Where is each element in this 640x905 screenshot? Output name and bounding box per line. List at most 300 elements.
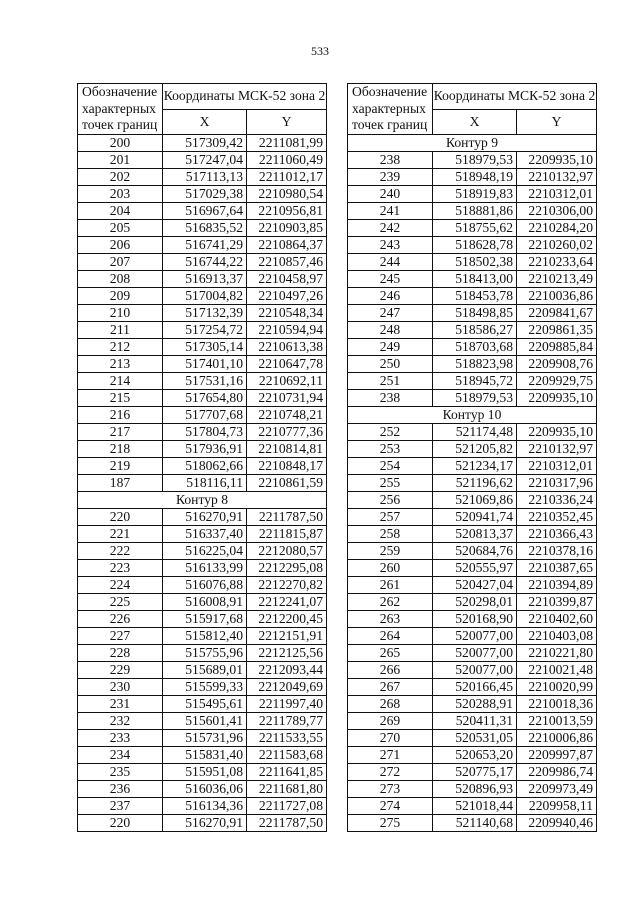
- x-coordinate-cell: 516337,40: [163, 525, 247, 542]
- y-coordinate-cell: 2210006,86: [517, 729, 597, 746]
- y-coordinate-cell: 2212151,91: [247, 627, 327, 644]
- y-coordinate-cell: 2209929,75: [517, 372, 597, 389]
- x-coordinate-cell: 521234,17: [433, 457, 517, 474]
- point-id-cell: 213: [78, 355, 163, 372]
- y-coordinate-cell: 2211583,68: [247, 746, 327, 763]
- table-row: [348, 185, 597, 202]
- x-coordinate-cell: 520531,05: [433, 729, 517, 746]
- table-row: [78, 219, 327, 236]
- point-id-cell: 212: [78, 338, 163, 355]
- y-coordinate-cell: 2212241,07: [247, 593, 327, 610]
- y-coordinate-cell: 2211815,87: [247, 525, 327, 542]
- point-id-cell: 235: [78, 763, 163, 780]
- x-coordinate-cell: 518116,11: [163, 474, 247, 491]
- x-coordinate-cell: 515601,41: [163, 712, 247, 729]
- point-id-cell: 233: [78, 729, 163, 746]
- x-coordinate-cell: 521196,62: [433, 474, 517, 491]
- x-coordinate-cell: 520166,45: [433, 678, 517, 695]
- y-coordinate-cell: 2210021,48: [517, 661, 597, 678]
- point-id-cell: 216: [78, 406, 163, 423]
- point-id-cell: 255: [348, 474, 433, 491]
- table-row: [348, 457, 597, 474]
- y-coordinate-cell: 2209997,87: [517, 746, 597, 763]
- point-id-cell: 246: [348, 287, 433, 304]
- x-coordinate-cell: 520653,20: [433, 746, 517, 763]
- point-id-cell: 214: [78, 372, 163, 389]
- point-id-cell: 273: [348, 780, 433, 797]
- contour-section-row: [348, 134, 597, 151]
- point-id-cell: 226: [78, 610, 163, 627]
- x-coordinate-cell: 518979,53: [433, 389, 517, 406]
- y-coordinate-cell: 2210956,81: [247, 202, 327, 219]
- table-row: [348, 593, 597, 610]
- point-id-cell: 203: [78, 185, 163, 202]
- x-coordinate-cell: 516133,99: [163, 559, 247, 576]
- table-row: [348, 202, 597, 219]
- table-row: [348, 525, 597, 542]
- point-id-cell: 240: [348, 185, 433, 202]
- x-header: X: [433, 109, 517, 134]
- table-row: [78, 321, 327, 338]
- point-id-cell: 263: [348, 610, 433, 627]
- table-row: [78, 695, 327, 712]
- point-id-cell: 218: [78, 440, 163, 457]
- y-coordinate-cell: 2210378,16: [517, 542, 597, 559]
- y-coordinate-cell: 2210020,99: [517, 678, 597, 695]
- table-row: [78, 508, 327, 525]
- contour-section-row: [348, 406, 597, 423]
- y-coordinate-cell: 2210548,34: [247, 304, 327, 321]
- y-coordinate-cell: 2210731,94: [247, 389, 327, 406]
- point-id-cell: 209: [78, 287, 163, 304]
- y-coordinate-cell: 2210399,87: [517, 593, 597, 610]
- y-coordinate-cell: 2211641,85: [247, 763, 327, 780]
- table-row: [348, 797, 597, 814]
- point-id-cell: 222: [78, 542, 163, 559]
- point-id-cell: 187: [78, 474, 163, 491]
- x-coordinate-cell: 515951,08: [163, 763, 247, 780]
- table-row: [348, 712, 597, 729]
- point-id-cell: 207: [78, 253, 163, 270]
- y-coordinate-cell: 2210814,81: [247, 440, 327, 457]
- table-row: [78, 168, 327, 185]
- x-coordinate-cell: 520555,97: [433, 559, 517, 576]
- point-id-cell: 220: [78, 508, 163, 525]
- x-coordinate-cell: 518945,72: [433, 372, 517, 389]
- point-id-cell: 208: [78, 270, 163, 287]
- x-coordinate-cell: 518703,68: [433, 338, 517, 355]
- point-id-cell: 270: [348, 729, 433, 746]
- point-designation-header: Обозначение характерных точек границ: [348, 84, 433, 135]
- table-row: [78, 746, 327, 763]
- x-coordinate-cell: 516270,91: [163, 814, 247, 831]
- x-coordinate-cell: 521018,44: [433, 797, 517, 814]
- y-coordinate-cell: 2209861,35: [517, 321, 597, 338]
- point-id-cell: 238: [348, 389, 433, 406]
- x-coordinate-cell: 516036,06: [163, 780, 247, 797]
- x-coordinate-cell: 516744,22: [163, 253, 247, 270]
- x-coordinate-cell: 515495,61: [163, 695, 247, 712]
- x-coordinate-cell: 517401,10: [163, 355, 247, 372]
- y-coordinate-cell: 2210312,01: [517, 457, 597, 474]
- table-row: [78, 763, 327, 780]
- table-row: [78, 202, 327, 219]
- table-row: [348, 627, 597, 644]
- x-coordinate-cell: 517936,91: [163, 440, 247, 457]
- y-coordinate-cell: 2212080,57: [247, 542, 327, 559]
- table-row: [78, 542, 327, 559]
- point-id-cell: 268: [348, 695, 433, 712]
- x-coordinate-cell: 515812,40: [163, 627, 247, 644]
- point-id-cell: 223: [78, 559, 163, 576]
- table-row: [78, 355, 327, 372]
- point-id-cell: 200: [78, 134, 163, 151]
- x-coordinate-cell: 521205,82: [433, 440, 517, 457]
- table-row: [348, 542, 597, 559]
- x-coordinate-cell: 517707,68: [163, 406, 247, 423]
- point-id-cell: 261: [348, 576, 433, 593]
- table-row: [78, 593, 327, 610]
- y-coordinate-cell: 2211787,50: [247, 508, 327, 525]
- point-id-cell: 229: [78, 661, 163, 678]
- left-coordinates-table: [77, 83, 327, 832]
- y-coordinate-cell: 2210018,36: [517, 695, 597, 712]
- table-row: [348, 338, 597, 355]
- point-id-cell: 250: [348, 355, 433, 372]
- x-coordinate-cell: 518628,78: [433, 236, 517, 253]
- x-coordinate-cell: 517305,14: [163, 338, 247, 355]
- table-row: [78, 729, 327, 746]
- y-coordinate-cell: 2210284,20: [517, 219, 597, 236]
- table-row: [348, 253, 597, 270]
- x-coordinate-cell: 516008,91: [163, 593, 247, 610]
- x-coordinate-cell: 518453,78: [433, 287, 517, 304]
- y-coordinate-cell: 2212295,08: [247, 559, 327, 576]
- x-coordinate-cell: 521140,68: [433, 814, 517, 831]
- point-id-cell: 247: [348, 304, 433, 321]
- point-id-cell: 253: [348, 440, 433, 457]
- x-coordinate-cell: 521069,86: [433, 491, 517, 508]
- point-id-cell: 257: [348, 508, 433, 525]
- page-number: 533: [311, 44, 329, 58]
- y-coordinate-cell: 2210260,02: [517, 236, 597, 253]
- table-row: [78, 661, 327, 678]
- y-coordinate-cell: 2211533,55: [247, 729, 327, 746]
- y-coordinate-cell: 2209935,10: [517, 151, 597, 168]
- table-row: [78, 457, 327, 474]
- x-coordinate-cell: 520813,37: [433, 525, 517, 542]
- contour-section-row: [78, 491, 327, 508]
- x-coordinate-cell: 517004,82: [163, 287, 247, 304]
- point-id-cell: 231: [78, 695, 163, 712]
- y-coordinate-cell: 2210748,21: [247, 406, 327, 423]
- x-coordinate-cell: 518755,62: [433, 219, 517, 236]
- y-coordinate-cell: 2210903,85: [247, 219, 327, 236]
- y-coordinate-cell: 2210402,60: [517, 610, 597, 627]
- y-coordinate-cell: 2210352,45: [517, 508, 597, 525]
- x-coordinate-cell: 518586,27: [433, 321, 517, 338]
- point-id-cell: 220: [78, 814, 163, 831]
- y-coordinate-cell: 2210233,64: [517, 253, 597, 270]
- left-table-body: [78, 134, 327, 831]
- table-row: [348, 814, 597, 831]
- y-coordinate-cell: 2211997,40: [247, 695, 327, 712]
- table-row: [78, 338, 327, 355]
- contour-label: Контур 10: [348, 406, 597, 423]
- y-coordinate-cell: 2209885,84: [517, 338, 597, 355]
- table-row: [78, 253, 327, 270]
- table-row: [78, 185, 327, 202]
- x-coordinate-cell: 517247,04: [163, 151, 247, 168]
- table-row: [348, 644, 597, 661]
- table-row: [348, 236, 597, 253]
- table-row: [348, 678, 597, 695]
- y-coordinate-cell: 2210497,26: [247, 287, 327, 304]
- table-row: [348, 780, 597, 797]
- x-coordinate-cell: 517804,73: [163, 423, 247, 440]
- table-row: [348, 474, 597, 491]
- y-coordinate-cell: 2212093,44: [247, 661, 327, 678]
- x-header: X: [163, 109, 247, 134]
- contour-label: Контур 8: [78, 491, 327, 508]
- table-row: [348, 355, 597, 372]
- y-coordinate-cell: 2209940,46: [517, 814, 597, 831]
- x-coordinate-cell: 518881,86: [433, 202, 517, 219]
- table-row: [348, 440, 597, 457]
- x-coordinate-cell: 520288,91: [433, 695, 517, 712]
- x-coordinate-cell: 518413,00: [433, 270, 517, 287]
- point-id-cell: 205: [78, 219, 163, 236]
- point-id-cell: 236: [78, 780, 163, 797]
- y-coordinate-cell: 2212270,82: [247, 576, 327, 593]
- y-coordinate-cell: 2211727,08: [247, 797, 327, 814]
- point-id-cell: 219: [78, 457, 163, 474]
- point-id-cell: 244: [348, 253, 433, 270]
- point-id-cell: 266: [348, 661, 433, 678]
- point-id-cell: 210: [78, 304, 163, 321]
- point-id-cell: 241: [348, 202, 433, 219]
- table-row: [348, 508, 597, 525]
- table-row: [78, 525, 327, 542]
- point-id-cell: 206: [78, 236, 163, 253]
- y-coordinate-cell: 2210777,36: [247, 423, 327, 440]
- table-row: [78, 151, 327, 168]
- coordinates-header: Координаты МСК-52 зона 2: [433, 84, 597, 110]
- x-coordinate-cell: 516270,91: [163, 508, 247, 525]
- y-header: Y: [517, 109, 597, 134]
- table-row: [78, 236, 327, 253]
- point-id-cell: 204: [78, 202, 163, 219]
- table-row: [348, 610, 597, 627]
- y-coordinate-cell: 2210312,01: [517, 185, 597, 202]
- table-row: [348, 219, 597, 236]
- y-coordinate-cell: 2209958,11: [517, 797, 597, 814]
- x-coordinate-cell: 517113,13: [163, 168, 247, 185]
- table-row: [78, 389, 327, 406]
- point-id-cell: 260: [348, 559, 433, 576]
- x-coordinate-cell: 518502,38: [433, 253, 517, 270]
- table-row: [348, 661, 597, 678]
- table-row: [78, 372, 327, 389]
- point-id-cell: 238: [348, 151, 433, 168]
- y-coordinate-cell: 2210132,97: [517, 440, 597, 457]
- x-coordinate-cell: 515755,96: [163, 644, 247, 661]
- y-coordinate-cell: 2211789,77: [247, 712, 327, 729]
- table-row: [78, 304, 327, 321]
- point-id-cell: 264: [348, 627, 433, 644]
- point-id-cell: 251: [348, 372, 433, 389]
- table-row: [348, 270, 597, 287]
- table-row: [78, 814, 327, 831]
- x-coordinate-cell: 515731,96: [163, 729, 247, 746]
- point-id-cell: 248: [348, 321, 433, 338]
- table-row: [78, 797, 327, 814]
- y-coordinate-cell: 2209986,74: [517, 763, 597, 780]
- y-coordinate-cell: 2209935,10: [517, 423, 597, 440]
- table-row: [348, 695, 597, 712]
- table-row: [348, 423, 597, 440]
- x-coordinate-cell: 520684,76: [433, 542, 517, 559]
- y-coordinate-cell: 2211081,99: [247, 134, 327, 151]
- y-coordinate-cell: 2211060,49: [247, 151, 327, 168]
- table-row: [78, 270, 327, 287]
- point-id-cell: 259: [348, 542, 433, 559]
- y-coordinate-cell: 2210864,37: [247, 236, 327, 253]
- table-row: [78, 406, 327, 423]
- y-coordinate-cell: 2212049,69: [247, 678, 327, 695]
- point-id-cell: 227: [78, 627, 163, 644]
- point-id-cell: 267: [348, 678, 433, 695]
- table-row: [348, 168, 597, 185]
- x-coordinate-cell: 517254,72: [163, 321, 247, 338]
- y-coordinate-cell: 2210306,00: [517, 202, 597, 219]
- table-row: [78, 474, 327, 491]
- point-id-cell: 272: [348, 763, 433, 780]
- y-coordinate-cell: 2210366,43: [517, 525, 597, 542]
- point-id-cell: 269: [348, 712, 433, 729]
- y-coordinate-cell: 2210647,78: [247, 355, 327, 372]
- x-coordinate-cell: 517309,42: [163, 134, 247, 151]
- x-coordinate-cell: 520775,17: [433, 763, 517, 780]
- y-coordinate-cell: 2211012,17: [247, 168, 327, 185]
- x-coordinate-cell: 518919,83: [433, 185, 517, 202]
- y-coordinate-cell: 2210980,54: [247, 185, 327, 202]
- x-coordinate-cell: 516967,64: [163, 202, 247, 219]
- point-id-cell: 234: [78, 746, 163, 763]
- point-id-cell: 256: [348, 491, 433, 508]
- x-coordinate-cell: 516076,88: [163, 576, 247, 593]
- table-row: [78, 576, 327, 593]
- contour-label: Контур 9: [348, 134, 597, 151]
- point-id-cell: 243: [348, 236, 433, 253]
- table-row: [348, 372, 597, 389]
- x-coordinate-cell: 520168,90: [433, 610, 517, 627]
- table-row: [348, 576, 597, 593]
- point-id-cell: 225: [78, 593, 163, 610]
- y-coordinate-cell: 2210613,38: [247, 338, 327, 355]
- x-coordinate-cell: 518823,98: [433, 355, 517, 372]
- table-row: [78, 610, 327, 627]
- table-row: [348, 491, 597, 508]
- x-coordinate-cell: 516225,04: [163, 542, 247, 559]
- x-coordinate-cell: 515831,40: [163, 746, 247, 763]
- x-coordinate-cell: 515689,01: [163, 661, 247, 678]
- y-coordinate-cell: 2212125,56: [247, 644, 327, 661]
- right-coordinates-table: [347, 83, 597, 832]
- point-id-cell: 202: [78, 168, 163, 185]
- x-coordinate-cell: 515917,68: [163, 610, 247, 627]
- x-coordinate-cell: 520896,93: [433, 780, 517, 797]
- y-coordinate-cell: 2210213,49: [517, 270, 597, 287]
- y-coordinate-cell: 2210394,89: [517, 576, 597, 593]
- y-coordinate-cell: 2210013,59: [517, 712, 597, 729]
- x-coordinate-cell: 520427,04: [433, 576, 517, 593]
- table-row: [78, 134, 327, 151]
- point-id-cell: 211: [78, 321, 163, 338]
- table-row: [348, 151, 597, 168]
- x-coordinate-cell: 520077,00: [433, 644, 517, 661]
- y-coordinate-cell: 2210317,96: [517, 474, 597, 491]
- x-coordinate-cell: 520077,00: [433, 627, 517, 644]
- y-coordinate-cell: 2210403,08: [517, 627, 597, 644]
- x-coordinate-cell: 520077,00: [433, 661, 517, 678]
- point-id-cell: 262: [348, 593, 433, 610]
- table-row: [78, 559, 327, 576]
- y-coordinate-cell: 2210132,97: [517, 168, 597, 185]
- point-id-cell: 252: [348, 423, 433, 440]
- x-coordinate-cell: 516134,36: [163, 797, 247, 814]
- table-row: [78, 712, 327, 729]
- y-coordinate-cell: 2212200,45: [247, 610, 327, 627]
- point-id-cell: 245: [348, 270, 433, 287]
- point-id-cell: 224: [78, 576, 163, 593]
- point-id-cell: 271: [348, 746, 433, 763]
- table-row: [78, 678, 327, 695]
- y-coordinate-cell: 2210221,80: [517, 644, 597, 661]
- y-coordinate-cell: 2209973,49: [517, 780, 597, 797]
- point-id-cell: 275: [348, 814, 433, 831]
- point-id-cell: 237: [78, 797, 163, 814]
- table-row: [78, 627, 327, 644]
- x-coordinate-cell: 518062,66: [163, 457, 247, 474]
- table-row: [348, 304, 597, 321]
- point-id-cell: 230: [78, 678, 163, 695]
- point-id-cell: 217: [78, 423, 163, 440]
- y-coordinate-cell: 2211681,80: [247, 780, 327, 797]
- right-table-body: [348, 134, 597, 831]
- y-coordinate-cell: 2210387,65: [517, 559, 597, 576]
- y-coordinate-cell: 2210458,97: [247, 270, 327, 287]
- table-row: [348, 389, 597, 406]
- table-row: [78, 440, 327, 457]
- x-coordinate-cell: 517654,80: [163, 389, 247, 406]
- table-row: [348, 763, 597, 780]
- point-id-cell: 201: [78, 151, 163, 168]
- point-id-cell: 249: [348, 338, 433, 355]
- x-coordinate-cell: 521174,48: [433, 423, 517, 440]
- y-coordinate-cell: 2209935,10: [517, 389, 597, 406]
- table-row: [78, 780, 327, 797]
- y-coordinate-cell: 2210848,17: [247, 457, 327, 474]
- coordinates-header: Координаты МСК-52 зона 2: [163, 84, 327, 110]
- y-coordinate-cell: 2210036,86: [517, 287, 597, 304]
- x-coordinate-cell: 518498,85: [433, 304, 517, 321]
- y-coordinate-cell: 2210336,24: [517, 491, 597, 508]
- point-id-cell: 239: [348, 168, 433, 185]
- point-id-cell: 254: [348, 457, 433, 474]
- y-coordinate-cell: 2210861,59: [247, 474, 327, 491]
- point-id-cell: 228: [78, 644, 163, 661]
